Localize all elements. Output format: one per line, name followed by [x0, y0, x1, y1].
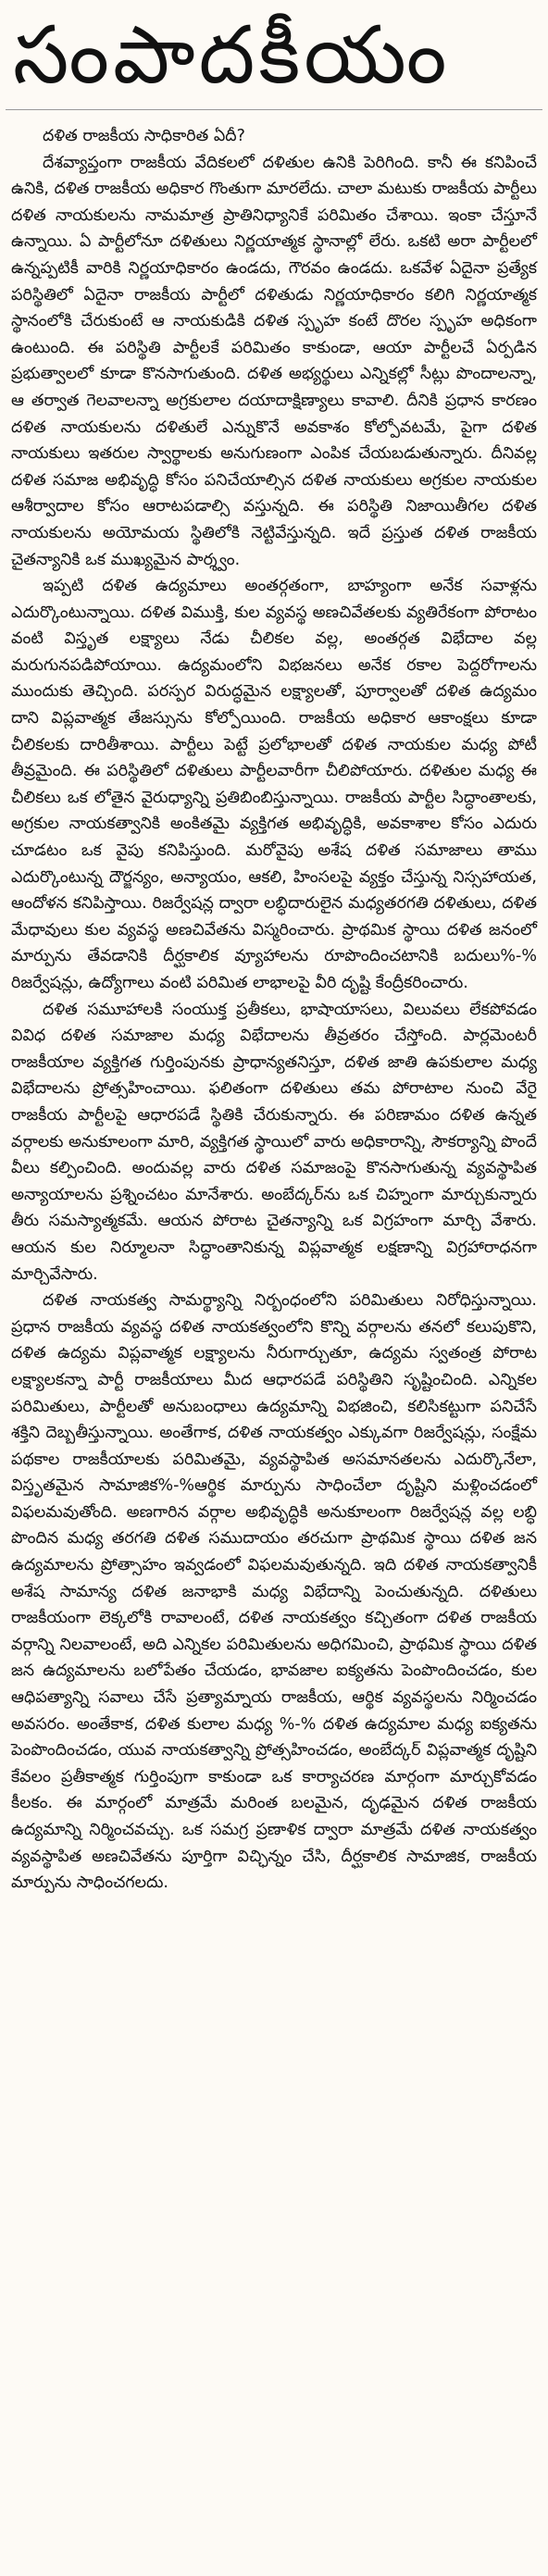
masthead-title: సంపాదకీయం [13, 9, 451, 102]
article-paragraph: దళిత సమూహాలకి సంయుక్త ప్రతీకలు, భాషాయాసలు, విలువలు లేకపోవడం వివిధ దళిత సమాజాల మధ్య విభేదాలను తీవ్రతరం చేస్తోంది. పార్లమెంటరీ రాజకీయాల వ్యక్తిగత గుర్తింపునకు ప్రాధాన్యతనిస్తూ, దళిత జాతి ఉపకులాల మధ్య విభేదాలను ప్రోత్సహించాయి. ఫలితంగా దళితులు తమ పోరాటాల నుంచి వేరై రాజకీయ పార్టీలపై ఆధారపడే స్థితికి చేరుకున్నారు. ఈ పరిణామం దళిత ఉన్నత వర్గాలకు అనుకూలంగా మారి, వ్యక్తిగత స్థాయిలో వారు అధికారాన్ని, సౌకర్యాన్ని పొందే వీలు కల్పించింది. అందువల్ల వారు దళిత సమాజంపై కొనసాగుతున్న వ్యవస్థాపిత అన్యాయాలను ప్రశ్నించటం మానేశారు. అంబేద్కర్‌ను ఒక చిహ్నంగా మార్చుకున్నారు తీరు సమస్యాత్మకమే. ఆయన పోరాట చైతన్యాన్ని ఒక విగ్రహంగా మార్చి వేశారు. ఆయన కుల నిర్మూలనా సిద్ధాంతానికున్న విప్లవాత్మక లక్షణాన్ని విగ్రహారాధనగా మార్చివేసారు. [11, 1000, 537, 1284]
article-paragraph: ఇప్పటి దళిత ఉద్యమాలు అంతర్గతంగా, బాహ్యంగా అనేక సవాళ్లను ఎదుర్కొంటున్నాయి. దళిత విముక్తి, కుల వ్యవస్థ అణచివేతలకు వ్యతిరేకంగా పోరాటం వంటి విస్తృత లక్ష్యాలు నేడు చీలికల వల్ల, అంతర్గత విభేదాల వల్ల మరుగునపడిపోయాయి. ఉద్యమంలోని విభజనలు అనేక రకాల పెద్దరోగాలను ముందుకు తెచ్చింది. పరస్పర విరుద్ధమైన లక్ష్యాలతో, పూర్వాలతో దళిత ఉద్యమం దాని విప్లవాత్మక తేజస్సును కోల్పోయింది. రాజకీయ అధికార ఆకాంక్షలు కూడా చీలికలకు దారితీశాయి. పార్టీలు పెట్టే ప్రలోభాలతో దళిత నాయకుల మధ్య పోటీ తీవ్రమైంది. ఈ పరిస్థితిలో దళితులు పార్టీలవారీగా చీలిపోయారు. దళితుల మధ్య ఈ చీలికలు ఒక లోతైన వైరుధ్యాన్ని ప్రతిబింబిస్తున్నాయి. రాజకీయ పార్టీల సిద్ధాంతాలకు, అగ్రకుల నాయకత్వానికి అంకితమై వ్యక్తిగత అభివృద్ధికి, అవకాశాల కోసం ఎదురు చూడటం ఒక వైపు కనిపిస్తుంది. మరోవైపు అశేష దళిత సమాజాలు తాము ఎదుర్కొంటున్న దౌర్జన్యం, అన్యాయం, ఆకలి, హింసలపై వ్యక్తం చేస్తున్న నిస్సహాయత, ఆందోళన కనిపిస్తాయి. రిజర్వేషన్ల ద్వారా లబ్ధిదారులైన మధ్యతరగతి దళితులు, దళిత మేధావులు కుల వ్యవస్థ అణచివేతను విస్మరించారు. ప్రాథమిక స్థాయి దళిత జనంలో మార్పును తేవడానికి దీర్ఘకాలిక వ్యూహాలను రూపొందించటానికి బదులు%-% రిజర్వేషన్లు, ఉద్యోగాలు వంటి పరిమిత లాభాలపై వీరి దృష్టి కేంద్రీకరించారు. [11, 577, 537, 992]
article-paragraph: దళిత నాయకత్వ సామర్థ్యాన్ని నిర్బంధంలోని పరిమితులు నిరోధిస్తున్నాయి. ప్రధాన రాజకీయ వ్యవస్థ దళిత నాయకత్వంలోని కొన్ని వర్గాలను తనలో కలుపుకొని, దళిత ఉద్యమ విప్లవాత్మక లక్ష్యాలను నీరుగార్చుతూ, ఉద్యమ స్వతంత్ర పోరాట లక్ష్యాలకన్నా పార్టీ రాజకీయాలు మీద ఆధారపడే పరిస్థితిని సృష్టించింది. ఎన్నికల పరిమితులు, పార్టీలతో అనుబంధాలు ఉద్యమాన్ని విభజించి, కలిసికట్టుగా పనిచేసే శక్తిని దెబ్బతీస్తున్నాయి. అంతేగాక, దళిత నాయకత్వం ఎక్కువగా రిజర్వేషన్లు, సంక్షేమ పథకాల రాజకీయాలకు పరిమితమై, వ్యవస్థాపిత అసమానతలను ఎదుర్కొనేలా, విస్తృతమైన సామాజిక%-%ఆర్థిక మార్పును సాధించేలా దృష్టిని మళ్లించడంలో విఫలమవుతోంది. అణగారిన వర్గాల అభివృద్ధికి అనుకూలంగా రిజర్వేషన్ల వల్ల లబ్ధి పొందిన మధ్య తరగతి దళిత సముదాయం తరచుగా ప్రాథమిక స్థాయి దళిత జన ఉద్యమాలను ప్రోత్సాహం ఇవ్వడంలో విఫలమవుతున్నది. ఇది దళిత నాయకత్వానికీ అశేష సామాన్య దళిత జనాభాకి మధ్య విభేదాన్ని పెంచుతున్నది. దళితులు రాజకీయంగా లెక్కలోకి రావాలంటే, దళిత నాయకత్వం కచ్చితంగా దళిత రాజకీయ వర్గాన్ని నిలవాలంటే, అది ఎన్నికల పరిమితులను అధిగమించి, ప్రాథమిక స్థాయి దళిత జన ఉద్యమాలను బలోపేతం చేయడం, భావజాల ఐక్యతను పెంపొందించడం, కుల ఆధిపత్యాన్ని సవాలు చేసే ప్రత్యామ్నాయ రాజకీయ, ఆర్థిక వ్యవస్థలను నిర్మించడం అవసరం. అంతేకాక, దళిత కులాల మధ్య %-% దళిత ఉద్యమాల మధ్య ఐక్యతను పెంపొందించడం, యువ నాయకత్వాన్ని ప్రోత్సహించడం, అంబేద్కర్ విప్లవాత్మక దృష్టిని కేవలం ప్రతీకాత్మక గుర్తింపుగా కాకుండా ఒక కార్యాచరణ మార్గంగా మార్చుకోవడం కీలకం. ఈ మార్గంలో మాత్రమే మరింత బలమైన, దృఢమైన దళిత రాజకీయ ఉద్యమాన్ని నిర్మించవచ్చు. ఒక సమగ్ర ప్రణాళిక ద్వారా మాత్రమే దళిత నాయకత్వం వ్యవస్థాపిత అణచివేతను పూర్తిగా విచ్ఛిన్నం చేసి, దీర్ఘకాలిక సామాజిక, రాజకీయ మార్పును సాధించగలదు. [11, 1291, 537, 1893]
masthead-divider [6, 109, 542, 110]
article-headline: దళిత రాజకీయ సాధికారిత ఏదీ? [43, 127, 245, 145]
editorial-article [0, 123, 548, 1897]
article-paragraph: దేశవ్యాప్తంగా రాజకీయ వేదికలలో దళితుల ఉనికి పెరిగింది. కానీ ఈ కనిపించే ఉనికి, దళిత రాజకీయ అధికార గొంతుగా మారలేదు. చాలా మటుకు రాజకీయ పార్టీలు దళిత నాయకులను నామమాత్ర ప్రాతినిధ్యానికే పరిమితం చేశాయి. ఇంకా చేస్తూనే ఉన్నాయి. ఏ పార్టీలోనూ దళితులు నిర్ణయాత్మక స్థానాల్లో లేరు. ఒకటి అరా పార్టీలలో ఉన్నప్పటికీ వారికి నిర్ణయాధికారం ఉండదు, గౌరవం ఉండదు. ఒకవేళ ఏదైనా ప్రత్యేక పరిస్థితిలో ఏదైనా రాజకీయ పార్టీలో దళితుడు నిర్ణయాధికారం కలిగి నిర్ణయాత్మక స్థానంలోకి చేరుకుంటే ఆ నాయకుడికి దళిత స్పృహ కంటే దొరల స్పృహ అధికంగా ఉంటుంది. ఈ పరిస్థితి పార్టీలకే పరిమితం కాకుండా, ఆయా పార్టీలచే ఏర్పడిన ప్రభుత్వాలలో కూడా కొనసాగుతుంది. దళిత అభ్యర్థులు ఎన్నికల్లో సీట్లు పొందాలన్నా, ఆ తర్వాత గెలవాలన్నా అగ్రకులాల దయాదాక్షిణ్యాలు కావాలి. దీనికి ప్రధాన కారణం దళిత నాయకులను దళితులే ఎన్నుకొనే అవకాశం కోల్పోవటమే, పైగా దళిత నాయకులు ఇతరుల స్వార్థాలకు అనుగుణంగా ఎంపిక చేయబడుతున్నారు. దీనివల్ల దళిత సమాజ అభివృద్ధి కోసం పనిచేయాల్సిన దళిత నాయకులు అగ్రకుల నాయకుల ఆశీర్వాదాల కోసం ఆరాటపడాల్సి వస్తున్నది. ఈ పరిస్థితి నిజాయితీగల దళిత నాయకులను అయోమయ స్థితిలోకి నెట్టివేస్తున్నది. ఇదే ప్రస్తుత దళిత రాజకీయ చైతన్యానికి ఒక ముఖ్యమైన పార్శ్వం. [11, 153, 537, 569]
